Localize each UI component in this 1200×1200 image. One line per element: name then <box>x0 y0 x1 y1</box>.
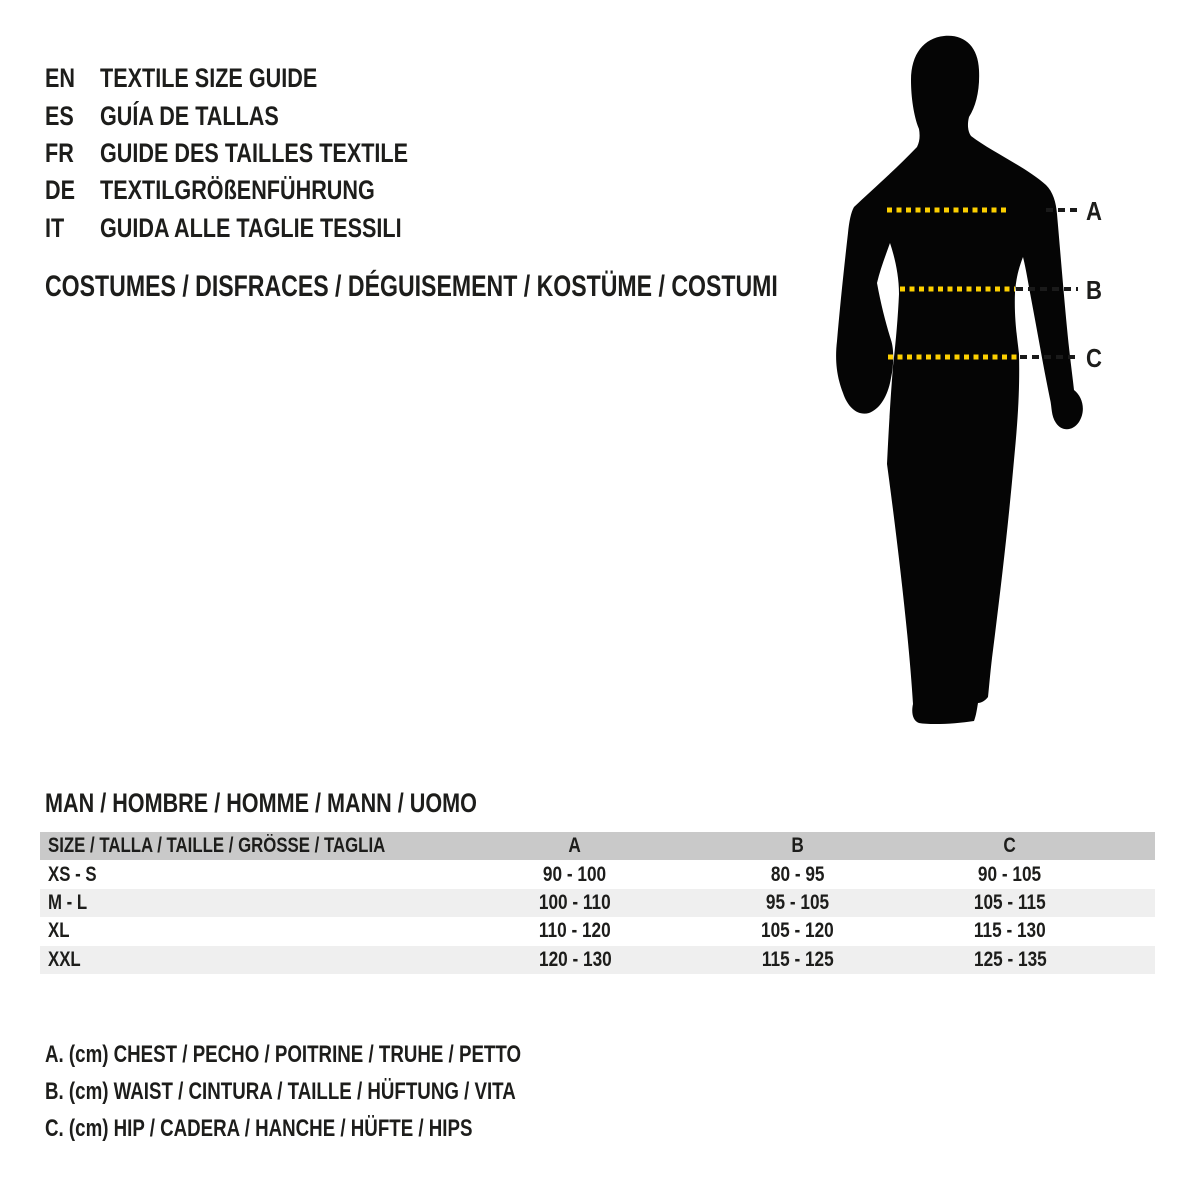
hip-value: 125 - 135 <box>973 947 1047 971</box>
measure-label-c: C <box>1086 343 1102 373</box>
col-c-header: C <box>1003 834 1017 858</box>
size-table <box>40 832 1155 974</box>
col-b-header: B <box>791 834 804 858</box>
table-row-xl <box>40 917 1155 945</box>
category-heading: COSTUMES / DISFRACES / DÉGUISEMENT / KOSTÜME / COSTUMI <box>45 270 778 303</box>
hip-value: 105 - 115 <box>974 890 1046 914</box>
lang-title: TEXTILGRÖßENFÜHRUNG <box>100 175 375 206</box>
lang-title: GUIDA ALLE TAGLIE TESSILI <box>100 212 402 243</box>
chest-value: 110 - 120 <box>539 919 611 943</box>
hip-value: 115 - 130 <box>974 919 1046 943</box>
measurement-legend <box>45 1036 655 1147</box>
size-cell: XL <box>48 919 70 943</box>
lang-title: GUÍA DE TALLAS <box>100 100 279 131</box>
lang-row-it <box>45 210 485 247</box>
legend-waist: B. (cm) WAIST / CINTURA / TAILLE / HÜFTUNG / VITA <box>45 1077 516 1105</box>
table-row-xs-s <box>40 860 1155 888</box>
lang-title: GUIDE DES TAILLES TEXTILE <box>100 137 409 168</box>
col-a-header: A <box>568 834 582 858</box>
legend-chest: A. (cm) CHEST / PECHO / POITRINE / TRUHE / PETTO <box>45 1040 522 1068</box>
lang-row-es <box>45 97 485 134</box>
measure-label-a: A <box>1086 196 1102 226</box>
lang-row-fr <box>45 135 485 172</box>
waist-value: 105 - 120 <box>761 919 834 943</box>
lang-row-de <box>45 172 485 209</box>
size-header-cell: SIZE / TALLA / TAILLE / GRÖSSE / TAGLIA <box>48 834 386 858</box>
size-cell: XXL <box>48 947 81 971</box>
gender-heading: MAN / HOMBRE / HOMME / MANN / UOMO <box>45 788 477 818</box>
chest-value: 120 - 130 <box>538 947 612 971</box>
table-row-m-l <box>40 889 1155 917</box>
man-silhouette-shape <box>836 36 1083 724</box>
waist-value: 80 - 95 <box>770 862 825 886</box>
man-silhouette-figure <box>820 20 1120 760</box>
waist-value: 95 - 105 <box>765 890 830 914</box>
lang-row-en <box>45 60 485 97</box>
chest-value: 100 - 110 <box>539 890 611 914</box>
legend-hip: C. (cm) HIP / CADERA / HANCHE / HÜFTE / HIPS <box>45 1114 473 1142</box>
lang-code: FR <box>45 137 74 168</box>
language-title-list <box>45 60 485 247</box>
hip-value: 90 - 105 <box>978 862 1042 886</box>
lang-code: IT <box>45 212 65 243</box>
lang-title: TEXTILE SIZE GUIDE <box>100 63 318 94</box>
size-cell: XS - S <box>48 862 97 886</box>
size-cell: M - L <box>48 890 88 914</box>
size-table-header-row <box>40 832 1155 860</box>
measure-label-b: B <box>1086 275 1102 305</box>
lang-code: EN <box>45 63 76 94</box>
lang-code: DE <box>45 175 76 206</box>
table-row-xxl <box>40 946 1155 974</box>
chest-value: 90 - 100 <box>543 862 607 886</box>
lang-code: ES <box>45 100 74 131</box>
waist-value: 115 - 125 <box>761 947 834 971</box>
